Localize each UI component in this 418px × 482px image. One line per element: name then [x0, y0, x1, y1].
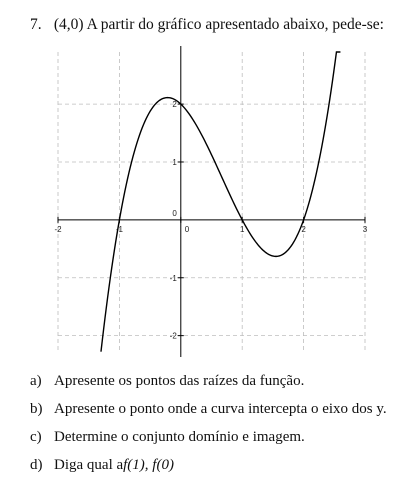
- item-letter: a): [30, 372, 42, 389]
- item-c: [30, 423, 387, 451]
- item-text: Apresente o ponto onde a curva intercepta o eixo dos y.: [54, 400, 387, 417]
- y-tick-label: 1: [172, 157, 177, 167]
- function-graph: [40, 38, 380, 368]
- y-tick-label: 2: [172, 100, 177, 110]
- item-a: [30, 367, 387, 395]
- item-text: Determine o conjunto domínio e imagem.: [54, 428, 305, 445]
- question-heading: [30, 16, 384, 34]
- item-letter: c): [30, 428, 42, 445]
- item-math: f(1), f(0): [123, 456, 174, 473]
- y-tick-label: 0: [172, 208, 177, 218]
- x-tick-label: 0: [184, 224, 190, 234]
- item-letter: b): [30, 400, 43, 417]
- question-number: 7.: [30, 16, 42, 33]
- x-tick-label: -2: [54, 224, 62, 234]
- function-curve: [101, 52, 340, 352]
- question-items: [30, 367, 387, 479]
- item-b: [30, 395, 387, 423]
- x-tick-label: 1: [239, 224, 245, 234]
- x-tick-label: 2: [301, 224, 306, 234]
- item-letter: d): [30, 456, 43, 473]
- item-text: Diga qual a: [54, 456, 124, 473]
- question-text: (4,0) A partir do gráfico apresentado abaixo, pede-se:: [53, 16, 384, 33]
- item-text: Apresente os pontos das raízes da função.: [54, 372, 305, 389]
- x-tick-label: 3: [362, 224, 368, 234]
- x-tick-label: -1: [115, 224, 123, 234]
- graph-svg: [40, 38, 380, 368]
- y-tick-label: -2: [169, 331, 177, 341]
- item-d: [30, 451, 387, 479]
- y-tick-label: -1: [169, 273, 177, 283]
